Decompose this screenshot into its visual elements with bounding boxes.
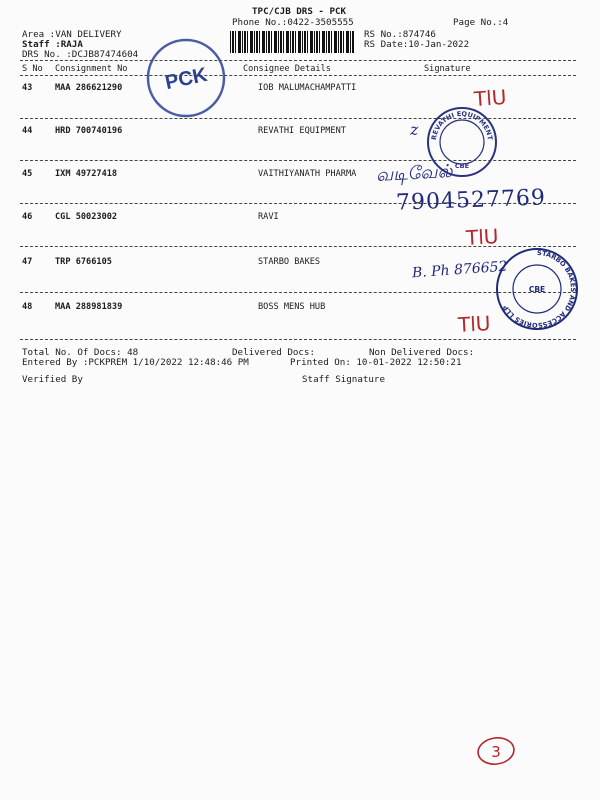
row-consignment: TRP 6766105 [55,257,112,267]
divider [20,292,576,293]
staff-field: Staff :RAJA [22,39,83,50]
column-header-sno: S No [22,64,43,74]
svg-text:3: 3 [491,743,501,761]
row-consignee: RAVI [258,212,279,222]
divider [20,60,576,61]
svg-text:REVATHI EQUIPMENT: REVATHI EQUIPMENT [430,109,494,141]
row-consignment: HRD 700740196 [55,126,123,136]
row-consignee: VAITHIYANATH PHARMA [258,169,357,179]
row-consignment: CGL 50023002 [55,212,118,222]
column-header-consignment: Consignment No [55,64,128,74]
row-sno: 43 [22,83,33,93]
page-number-circle [474,734,518,768]
row-sno: 45 [22,169,33,179]
row-sno: 47 [22,257,33,267]
pck-stamp-text: PCK [163,63,210,95]
handwritten-phone: 7904527769 [395,185,547,216]
revathi-seal [424,104,500,180]
row-consignment: MAA 288981839 [55,302,123,312]
handwritten-tlu-2: TlU [465,224,500,250]
page-number: Page No.:4 [453,17,509,28]
starbo-seal [494,246,580,332]
row-consignment: IXM 49727418 [55,169,118,179]
row-sno: 48 [22,302,33,312]
delivered-docs: Delivered Docs: [232,347,315,358]
rs-number: RS No.:874746 [364,29,436,40]
svg-text:CBE: CBE [528,285,546,294]
column-header-consignee: Consignee Details [243,64,331,74]
divider [20,75,576,76]
svg-text:CBE: CBE [454,162,470,170]
column-header-signature: Signature [424,64,471,74]
handwritten-tlu-3: TlU [457,311,492,337]
handwritten-tlu-1: TlU [473,84,508,112]
handwritten-tamil-name: வடிவேல் [375,161,453,186]
document-title: TPC/CJB DRS - PCK [252,6,347,17]
phone-number: Phone No.:0422-3505555 [232,17,354,28]
drs-number: DRS No. :DCJB87474604 [22,49,139,60]
row-consignee: IOB MALUMACHAMPATTI [258,83,357,93]
area-field: Area :VAN DELIVERY [22,29,122,40]
staff-signature: Staff Signature [302,374,385,385]
row-consignee: BOSS MENS HUB [258,302,326,312]
pck-stamp [144,36,228,120]
entered-by: Entered By :PCKPREM 1/10/2022 12:48:46 PM [22,357,249,368]
handwritten-mark-44: z [410,120,419,139]
verified-by: Verified By [22,374,83,385]
row-consignee: STARBO BAKES [258,257,321,267]
svg-text:STARBO BAKES AND ACCESSORIES L: STARBO BAKES AND ACCESSORIES LLP [501,248,577,330]
printed-on: Printed On: 10-01-2022 12:50:21 [290,357,462,368]
rs-date: RS Date:10-Jan-2022 [364,39,470,50]
row-sno: 44 [22,126,33,136]
divider [20,339,576,340]
row-consignee: REVATHI EQUIPMENT [258,126,346,136]
barcode [230,31,354,53]
non-delivered-docs: Non Delivered Docs: [369,347,475,358]
row-sno: 46 [22,212,33,222]
row-consignment: MAA 286621290 [55,83,123,93]
handwritten-mark-47: B. Ph 876652 [411,258,508,282]
total-docs: Total No. Of Docs: 48 [22,347,139,358]
